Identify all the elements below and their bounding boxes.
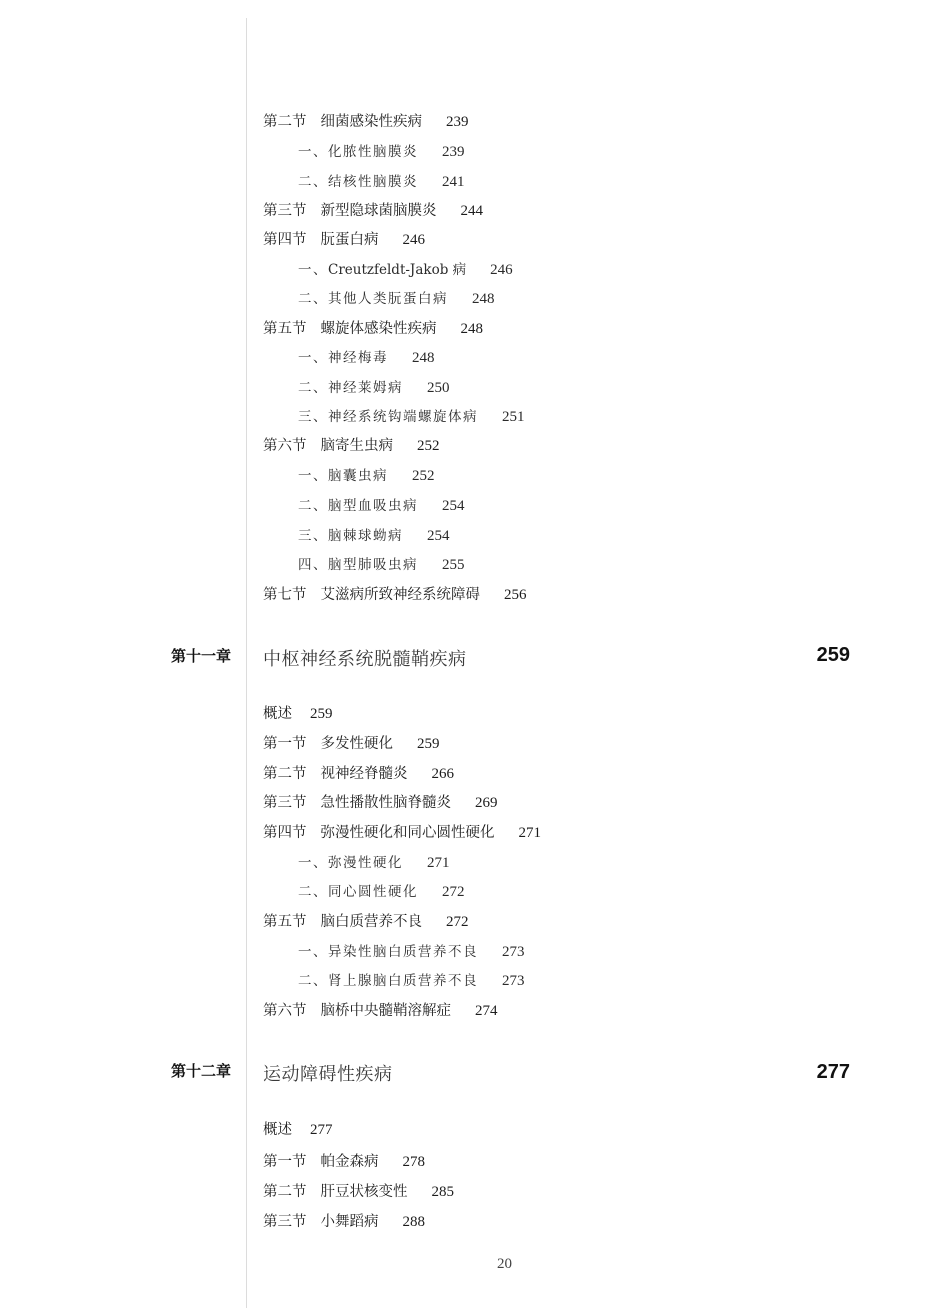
toc-section[interactable] — [263, 111, 469, 133]
section-label: 第四节 — [263, 825, 307, 841]
page-ref: 285 — [431, 1184, 454, 1200]
subsection-title: 结核性脑膜炎 — [328, 174, 418, 190]
page-ref: 271 — [518, 825, 541, 841]
toc-section[interactable] — [263, 435, 440, 457]
section-label: 概述 — [263, 1122, 292, 1138]
subsection-label: 二、 — [298, 291, 328, 307]
page-ref: 246 — [402, 232, 425, 248]
toc-section[interactable] — [263, 318, 483, 340]
page-ref: 251 — [502, 409, 525, 425]
subsection-label: 三、 — [298, 409, 328, 425]
subsection-label: 二、 — [298, 380, 328, 396]
subsection-label: 二、 — [298, 174, 328, 190]
page-ref: 272 — [442, 884, 465, 900]
section-label: 第三节 — [263, 1214, 307, 1230]
subsection-title: 脑棘球蚴病 — [328, 528, 403, 544]
section-label: 第七节 — [263, 587, 307, 603]
section-label: 第一节 — [263, 1154, 307, 1170]
section-title: 弥漫性硬化和同心圆性硬化 — [320, 825, 495, 841]
section-title: 肝豆状核变性 — [320, 1184, 408, 1200]
subsection-title: 神经系统钩端螺旋体病 — [328, 409, 478, 425]
section-label: 第六节 — [263, 1003, 307, 1019]
subsection-label: 一、 — [298, 262, 328, 278]
page-ref: 252 — [417, 438, 440, 454]
toc-subsection[interactable] — [298, 881, 465, 903]
page-ref: 271 — [427, 855, 450, 871]
page-ref: 248 — [472, 291, 495, 307]
toc-section[interactable] — [263, 792, 498, 814]
chapter-label: 第十二章 — [171, 1063, 232, 1080]
toc-subsection[interactable] — [298, 259, 513, 281]
toc-section[interactable] — [263, 1211, 425, 1233]
page-ref: 266 — [431, 766, 454, 782]
subsection-title: 其他人类朊蛋白病 — [328, 291, 448, 307]
page-ref: 256 — [504, 587, 527, 603]
margin-rule — [246, 18, 247, 1308]
page-ref: 277 — [310, 1122, 333, 1138]
section-label: 第二节 — [263, 114, 307, 130]
page-ref: 248 — [460, 321, 483, 337]
chapter-label: 第十一章 — [171, 648, 232, 665]
section-title: 细菌感染性疾病 — [320, 114, 422, 130]
subsection-label: 一、 — [298, 144, 328, 160]
page-ref: 269 — [475, 795, 498, 811]
section-title: 视神经脊髓炎 — [320, 766, 408, 782]
section-label: 第五节 — [263, 321, 307, 337]
toc-section[interactable] — [263, 584, 527, 606]
toc-subsection[interactable] — [298, 525, 450, 547]
toc-subsection[interactable] — [298, 347, 435, 369]
toc-subsection[interactable] — [298, 465, 435, 487]
subsection-label: 二、 — [298, 498, 328, 514]
section-title: 艾滋病所致神经系统障碍 — [320, 587, 480, 603]
toc-section[interactable] — [263, 1000, 498, 1022]
section-title: 螺旋体感染性疾病 — [320, 321, 437, 337]
toc-section[interactable] — [263, 1151, 425, 1173]
subsection-title: 异染性脑白质营养不良 — [328, 944, 478, 960]
page-ref: 254 — [427, 528, 450, 544]
section-title: 脑寄生虫病 — [320, 438, 393, 454]
page-ref: 241 — [442, 174, 465, 190]
toc-section[interactable] — [263, 733, 440, 755]
page-ref: 255 — [442, 557, 465, 573]
subsection-label: 二、 — [298, 884, 328, 900]
page-ref: 239 — [442, 144, 465, 160]
page-ref: 244 — [460, 203, 483, 219]
page-ref: 252 — [412, 468, 435, 484]
section-title: 朊蛋白病 — [320, 232, 379, 248]
subsection-title: 脑型肺吸虫病 — [328, 557, 418, 573]
page-number: 20 — [497, 1256, 512, 1272]
section-title: 帕金森病 — [320, 1154, 379, 1170]
toc-section[interactable] — [263, 763, 454, 785]
subsection-label: 一、 — [298, 944, 328, 960]
page-ref: 259 — [310, 706, 333, 722]
section-label: 第五节 — [263, 914, 307, 930]
section-title: 脑桥中央髓鞘溶解症 — [320, 1003, 451, 1019]
subsection-label: 一、 — [298, 468, 328, 484]
chapter-title[interactable]: 中枢神经系统脱髓鞘疾病 — [263, 649, 467, 670]
subsection-label: 三、 — [298, 528, 328, 544]
chapter-title[interactable]: 运动障碍性疾病 — [263, 1064, 393, 1085]
toc-subsection[interactable] — [298, 288, 495, 310]
section-title: 新型隐球菌脑膜炎 — [320, 203, 437, 219]
section-label: 第三节 — [263, 795, 307, 811]
section-label: 第一节 — [263, 736, 307, 752]
section-title: 多发性硬化 — [320, 736, 393, 752]
subsection-title: 化脓性脑膜炎 — [328, 144, 418, 160]
subsection-title: 肾上腺脑白质营养不良 — [328, 973, 478, 989]
section-label: 第四节 — [263, 232, 307, 248]
toc-section[interactable] — [263, 1119, 333, 1141]
section-label: 第二节 — [263, 766, 307, 782]
toc-section[interactable] — [263, 703, 333, 725]
toc-subsection[interactable] — [298, 852, 450, 874]
toc-subsection[interactable] — [298, 941, 525, 963]
section-title: 急性播散性脑脊髓炎 — [320, 795, 451, 811]
section-label: 第六节 — [263, 438, 307, 454]
section-title: 小舞蹈病 — [320, 1214, 379, 1230]
toc-section[interactable] — [263, 200, 483, 222]
chapter-page: 277 — [816, 1061, 850, 1083]
subsection-title: 脑型血吸虫病 — [328, 498, 418, 514]
subsection-label: 一、 — [298, 855, 328, 871]
toc-subsection[interactable] — [298, 495, 465, 517]
subsection-title: 弥漫性硬化 — [328, 855, 403, 871]
page-ref: 288 — [402, 1214, 425, 1230]
page-ref: 254 — [442, 498, 465, 514]
subsection-title: 同心圆性硬化 — [328, 884, 418, 900]
toc-subsection[interactable] — [298, 970, 525, 992]
page-ref: 246 — [490, 262, 513, 278]
section-title: 脑白质营养不良 — [320, 914, 422, 930]
toc-section[interactable] — [263, 822, 541, 844]
subsection-title: 脑囊虫病 — [328, 468, 388, 484]
toc-subsection[interactable] — [298, 141, 465, 163]
page-ref: 259 — [417, 736, 440, 752]
page-ref: 248 — [412, 350, 435, 366]
page-ref: 250 — [427, 380, 450, 396]
page-ref: 239 — [446, 114, 469, 130]
page-ref: 273 — [502, 944, 525, 960]
page-ref: 278 — [402, 1154, 425, 1170]
page-ref: 273 — [502, 973, 525, 989]
section-label: 第二节 — [263, 1184, 307, 1200]
toc-subsection[interactable] — [298, 377, 450, 399]
section-label: 第三节 — [263, 203, 307, 219]
subsection-label: 一、 — [298, 350, 328, 366]
subsection-title: Creutzfeldt-Jakob 病 — [328, 262, 467, 278]
section-label: 概述 — [263, 706, 292, 722]
subsection-label: 四、 — [298, 557, 328, 573]
toc-subsection[interactable] — [298, 554, 465, 576]
subsection-title: 神经莱姆病 — [328, 380, 403, 396]
toc-subsection[interactable] — [298, 171, 465, 193]
subsection-label: 二、 — [298, 973, 328, 989]
toc-section[interactable] — [263, 1181, 454, 1203]
page-ref: 272 — [446, 914, 469, 930]
page-ref: 274 — [475, 1003, 498, 1019]
toc-section[interactable] — [263, 911, 469, 933]
chapter-page: 259 — [816, 644, 850, 666]
toc-subsection[interactable] — [298, 406, 525, 428]
subsection-title: 神经梅毒 — [328, 350, 388, 366]
toc-section[interactable] — [263, 229, 425, 251]
